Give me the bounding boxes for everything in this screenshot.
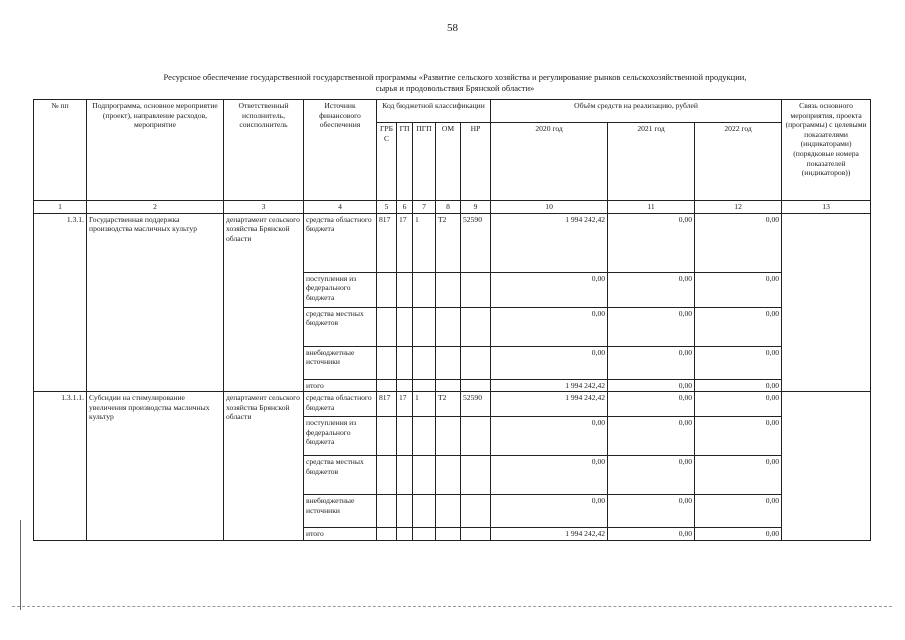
amount-2022: 0,00 [695, 272, 782, 307]
amount-2022: 0,00 [695, 528, 782, 541]
code-grbs [377, 417, 397, 456]
code-gp [397, 417, 413, 456]
code-om [436, 307, 461, 346]
code-gp [397, 528, 413, 541]
amount-2022: 0,00 [695, 456, 782, 495]
code-grbs: 817 [377, 392, 397, 417]
code-gp [397, 495, 413, 528]
code-om: Т2 [436, 392, 461, 417]
item-name: Субсидии на стимулирование увеличения производства масличных культур [87, 392, 224, 541]
code-nr [461, 456, 491, 495]
header-2020: 2020 год [491, 123, 608, 201]
code-grbs [377, 379, 397, 392]
amount-2020: 0,00 [491, 346, 608, 379]
item-number: 1.3.1. [34, 213, 87, 392]
code-nr [461, 379, 491, 392]
code-nr [461, 495, 491, 528]
header-2021: 2021 год [608, 123, 695, 201]
table-row [34, 392, 871, 417]
code-grbs [377, 528, 397, 541]
code-pgp [413, 379, 436, 392]
scan-edge-line [12, 606, 892, 607]
column-number: 4 [304, 201, 377, 214]
column-number: 10 [491, 201, 608, 214]
funding-source: поступления из федерального бюджета [304, 417, 377, 456]
column-number: 7 [413, 201, 436, 214]
code-nr [461, 272, 491, 307]
amount-2022: 0,00 [695, 495, 782, 528]
code-om [436, 528, 461, 541]
column-number: 6 [397, 201, 413, 214]
code-pgp [413, 272, 436, 307]
amount-2020: 1 994 242,42 [491, 213, 608, 272]
amount-2021: 0,00 [608, 213, 695, 272]
amount-2022: 0,00 [695, 346, 782, 379]
code-nr [461, 417, 491, 456]
title-line-2: сырья и продовольствия Брянской области» [375, 83, 535, 93]
code-gp [397, 379, 413, 392]
amount-2021: 0,00 [608, 392, 695, 417]
code-om [436, 272, 461, 307]
indicator-link [782, 213, 871, 392]
header-nr: НР [461, 123, 491, 201]
scan-margin-line [20, 520, 21, 610]
code-gp [397, 456, 413, 495]
code-grbs: 817 [377, 213, 397, 272]
funding-source: средства местных бюджетов [304, 456, 377, 495]
amount-2020: 1 994 242,42 [491, 392, 608, 417]
funding-source: внебюджетные источники [304, 495, 377, 528]
amount-2020: 1 994 242,42 [491, 379, 608, 392]
amount-2020: 0,00 [491, 272, 608, 307]
column-number: 13 [782, 201, 871, 214]
column-number: 11 [608, 201, 695, 214]
amount-2021: 0,00 [608, 307, 695, 346]
code-gp: 17 [397, 213, 413, 272]
amount-2021: 0,00 [608, 528, 695, 541]
column-number: 12 [695, 201, 782, 214]
amount-2020: 0,00 [491, 417, 608, 456]
code-om [436, 346, 461, 379]
amount-2021: 0,00 [608, 456, 695, 495]
code-grbs [377, 272, 397, 307]
amount-2022: 0,00 [695, 307, 782, 346]
indicator-link [782, 392, 871, 541]
funding-source: средства областного бюджета [304, 392, 377, 417]
code-om [436, 495, 461, 528]
column-number: 2 [87, 201, 224, 214]
code-grbs [377, 346, 397, 379]
code-om [436, 417, 461, 456]
code-pgp: 1 [413, 213, 436, 272]
code-nr: 52590 [461, 213, 491, 272]
header-link: Связь основного мероприятия, проекта (программы) с целевыми показателями (индикаторами) (порядковые номера показателей (индикаторов)) [782, 100, 871, 201]
code-nr: 52590 [461, 392, 491, 417]
funding-source: итого [304, 379, 377, 392]
header-funds: Объём средств на реализацию, рублей [491, 100, 782, 123]
amount-2021: 0,00 [608, 272, 695, 307]
amount-2021: 0,00 [608, 379, 695, 392]
column-number: 1 [34, 201, 87, 214]
code-om: Т2 [436, 213, 461, 272]
code-grbs [377, 456, 397, 495]
code-gp [397, 272, 413, 307]
amount-2022: 0,00 [695, 379, 782, 392]
column-number-row [34, 201, 871, 214]
table-row [34, 213, 871, 272]
code-gp [397, 307, 413, 346]
header-gp: ГП [397, 123, 413, 201]
item-responsible: департамент сельского хозяйства Брянской области [224, 213, 304, 392]
code-pgp [413, 528, 436, 541]
header-responsible: Ответственный исполнитель, соисполнитель [224, 100, 304, 201]
amount-2021: 0,00 [608, 495, 695, 528]
code-pgp [413, 456, 436, 495]
amount-2021: 0,00 [608, 346, 695, 379]
code-nr [461, 307, 491, 346]
page-number: 58 [447, 22, 458, 34]
header-source: Источник финансового обеспечения [304, 100, 377, 201]
code-pgp [413, 346, 436, 379]
code-pgp [413, 307, 436, 346]
funding-source: средства местных бюджетов [304, 307, 377, 346]
code-nr [461, 346, 491, 379]
code-pgp: 1 [413, 392, 436, 417]
code-nr [461, 528, 491, 541]
header-grbs: ГРБ С [377, 123, 397, 201]
amount-2021: 0,00 [608, 417, 695, 456]
funding-source: средства областного бюджета [304, 213, 377, 272]
header-no: № пп [34, 100, 87, 201]
amount-2022: 0,00 [695, 392, 782, 417]
amount-2020: 0,00 [491, 495, 608, 528]
code-gp [397, 346, 413, 379]
item-name: Государственная поддержка производства масличных культур [87, 213, 224, 392]
column-number: 8 [436, 201, 461, 214]
code-pgp [413, 495, 436, 528]
code-om [436, 456, 461, 495]
code-om [436, 379, 461, 392]
funding-source: итого [304, 528, 377, 541]
code-grbs [377, 495, 397, 528]
column-number: 5 [377, 201, 397, 214]
column-number: 9 [461, 201, 491, 214]
document-title [100, 72, 810, 94]
item-number: 1.3.1.1. [34, 392, 87, 541]
header-budget-code: Код бюджетной классификации [377, 100, 491, 123]
funding-source: внебюджетные источники [304, 346, 377, 379]
header-2022: 2022 год [695, 123, 782, 201]
amount-2022: 0,00 [695, 213, 782, 272]
column-number: 3 [224, 201, 304, 214]
amount-2022: 0,00 [695, 417, 782, 456]
item-responsible: департамент сельского хозяйства Брянской области [224, 392, 304, 541]
header-row-1 [34, 100, 871, 123]
header-om: ОМ [436, 123, 461, 201]
code-gp: 17 [397, 392, 413, 417]
title-line-1: Ресурсное обеспечение государственной государственной программы «Развитие сельского хозяйства и регулирование рынков сельскохозяйственной продукции, [163, 72, 747, 82]
resource-table [33, 99, 871, 541]
code-pgp [413, 417, 436, 456]
header-pgp: ПГП [413, 123, 436, 201]
amount-2020: 0,00 [491, 456, 608, 495]
funding-source: поступления из федерального бюджета [304, 272, 377, 307]
header-subprogram: Подпрограмма, основное мероприятие (проект), направление расходов, мероприятие [87, 100, 224, 201]
amount-2020: 1 994 242,42 [491, 528, 608, 541]
code-grbs [377, 307, 397, 346]
amount-2020: 0,00 [491, 307, 608, 346]
